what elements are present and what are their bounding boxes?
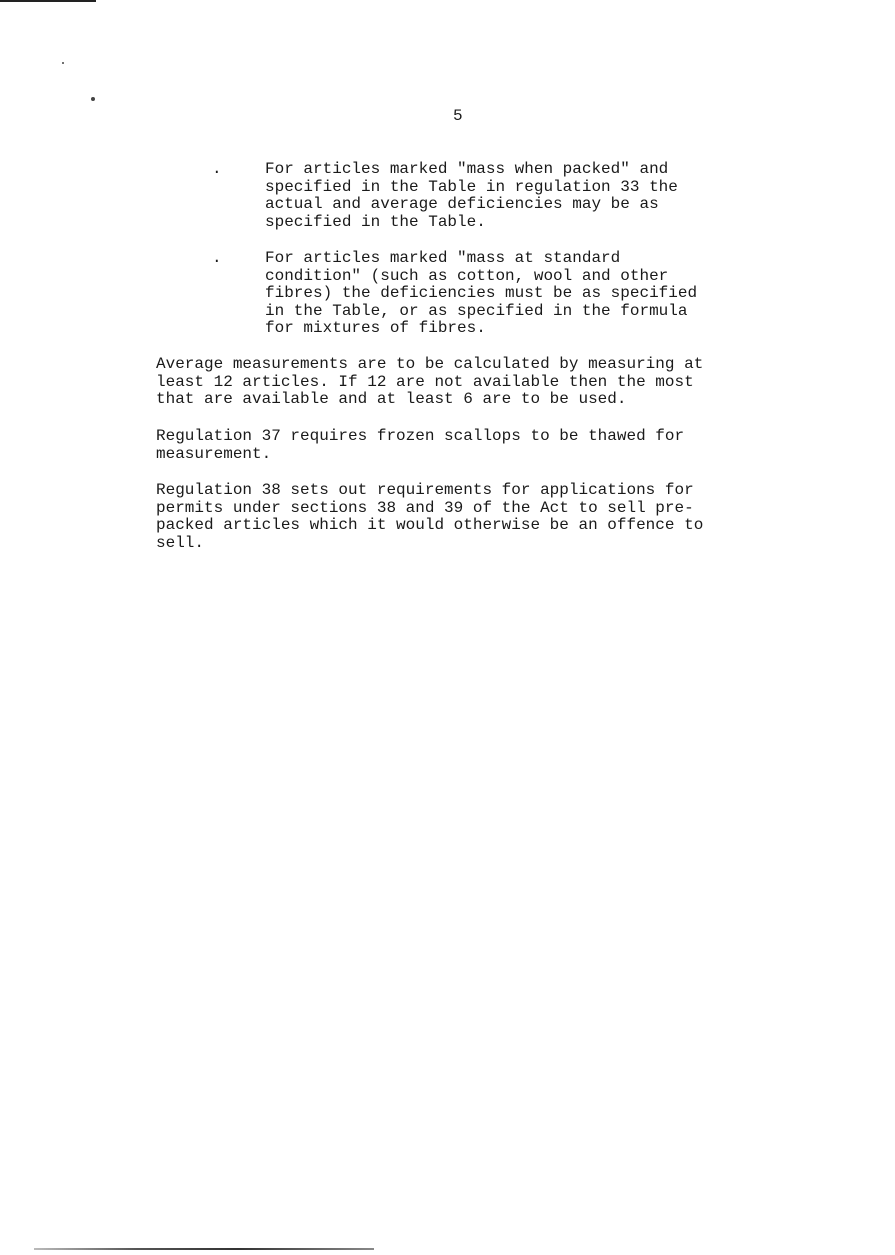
paragraph-regulation-37: Regulation 37 requires frozen scallops to be thawed for measurement. (156, 427, 685, 463)
scan-speck (91, 97, 95, 101)
scan-speck (62, 62, 64, 64)
paragraph-average-measurements: Average measurements are to be calculated by measuring at least 12 articles. If 12 are not available then the most that are available and at least 6 are to be used. (156, 355, 704, 409)
bullet-marker: . (212, 249, 222, 267)
scan-edge-mark-bottom (34, 1248, 374, 1250)
bullet-marker: . (212, 160, 222, 178)
bullet-text: For articles marked "mass at standard condition" (such as cotton, wool and other fibres) the deficiencies must be as specified in the Table, or as specified in the formula for mixtures of fibres. (265, 249, 698, 338)
scan-edge-mark-top (0, 0, 96, 2)
paragraph-regulation-38: Regulation 38 sets out requirements for applications for permits under sections 38 and 39 of the Act to sell pre- packed articles which it would otherwise be an offence to sell. (156, 481, 704, 552)
page-number: 5 (453, 107, 463, 125)
bullet-text: For articles marked "mass when packed" and specified in the Table in regulation 33 the actual and average deficiencies may be as specified in the Table. (265, 160, 678, 231)
